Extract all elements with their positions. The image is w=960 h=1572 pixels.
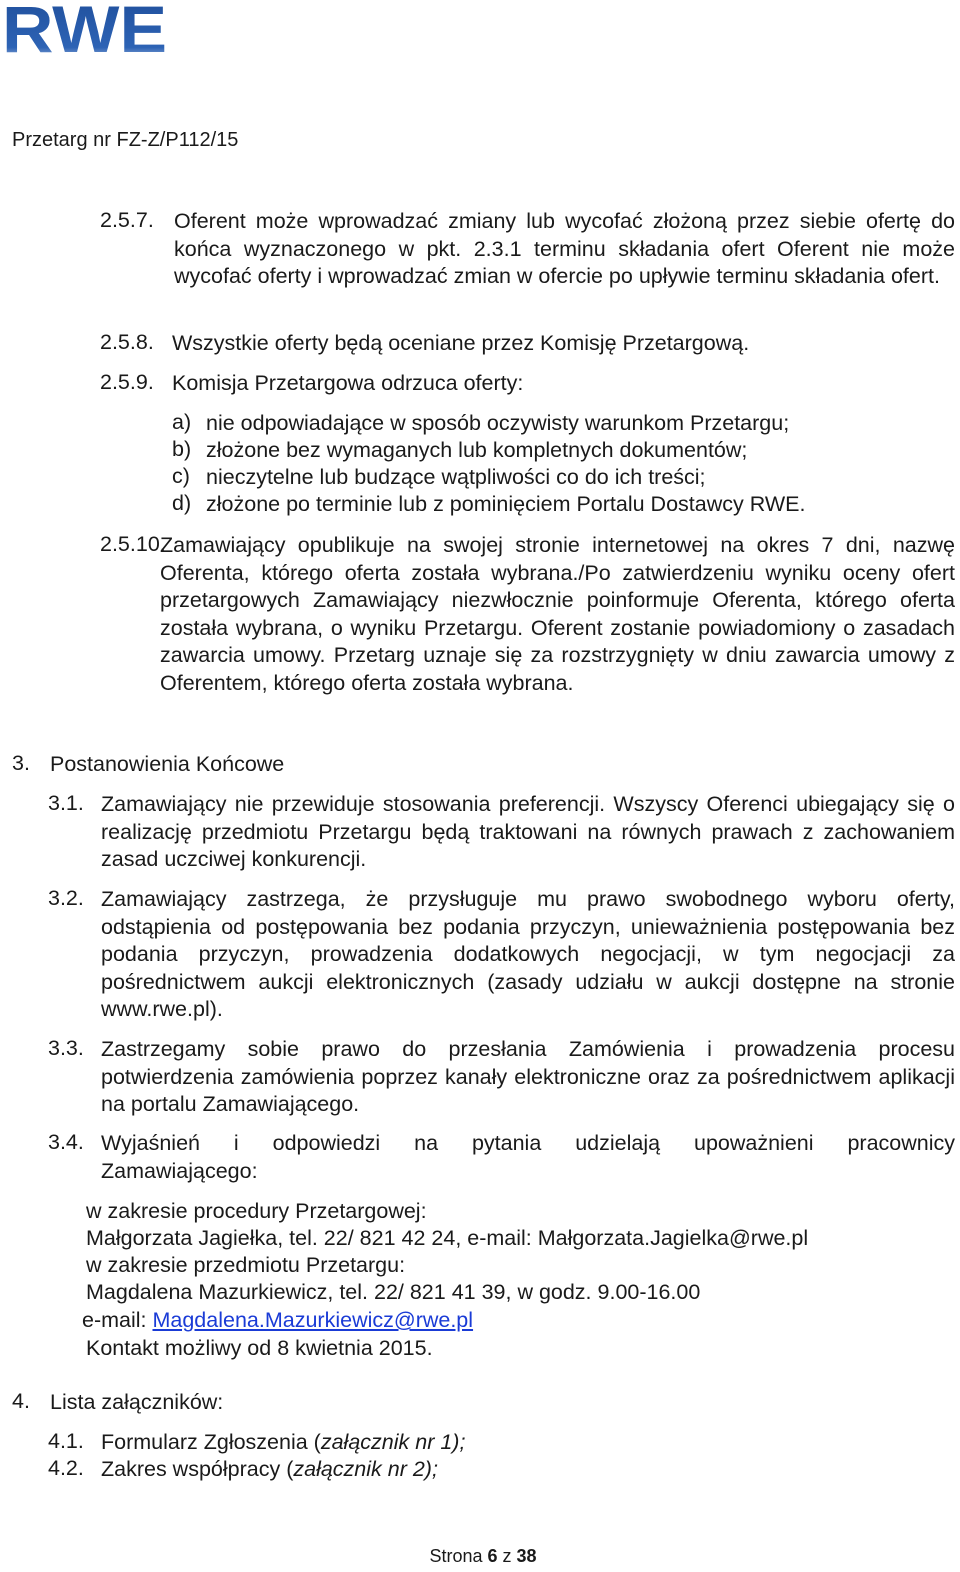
contact-procedure-label: w zakresie procedury Przetargowej: bbox=[86, 1199, 427, 1223]
section-number: 3.4. bbox=[48, 1130, 84, 1154]
section-2-5-8 bbox=[100, 330, 955, 358]
section-number: 2.5.8. bbox=[100, 330, 154, 354]
list-text: złożone bez wymaganych lub kompletnych dokumentów; bbox=[206, 438, 748, 462]
contact-subject-person: Magdalena Mazurkiewicz, tel. 22/ 821 41 39, w godz. 9.00-16.00 bbox=[86, 1280, 701, 1304]
section-4-heading bbox=[12, 1389, 223, 1417]
attachment-title: Zakres współpracy ( bbox=[101, 1457, 294, 1481]
section-text: Zamawiający opublikuje na swojej stronie internetowej na okres 7 dni, nazwę Oferenta, którego oferta została wybrana./Po zatwierdzeniu wyniku oceny ofert przetargowych Zamawiający niezwłocznie poinformuje Oferenta, którego oferta została wybrana, o wyniku Przetargu. Oferent zostanie powiadomiony o zasadach zawarcia umowy. Przetarg uznaje się za rozstrzygnięty w dniu zawarcia umowy z Oferentem, którego oferta została wybrana. bbox=[160, 533, 955, 695]
contact-procedure-person: Małgorzata Jagiełka, tel. 22/ 821 42 24, e-mail: Małgorzata.Jagielka@rwe.pl bbox=[86, 1226, 809, 1250]
attachment-title: Formularz Zgłoszenia ( bbox=[101, 1430, 321, 1454]
attachment-item bbox=[48, 1456, 438, 1484]
list-item bbox=[172, 410, 789, 438]
section-number: 2.5.7. bbox=[100, 208, 154, 232]
contact-subject-label: w zakresie przedmiotu Przetargu: bbox=[86, 1253, 406, 1277]
section-3-4 bbox=[48, 1130, 955, 1185]
email-link[interactable]: Magdalena.Mazurkiewicz@rwe.pl bbox=[152, 1308, 474, 1332]
footer-sep: z bbox=[497, 1546, 517, 1566]
list-mark: c) bbox=[172, 464, 190, 488]
section-3-3 bbox=[48, 1036, 955, 1119]
attachment-text bbox=[101, 1429, 465, 1457]
contact-email-line bbox=[82, 1307, 473, 1335]
section-number: 4. bbox=[12, 1389, 30, 1413]
section-number: 3.2. bbox=[48, 886, 84, 910]
section-2-5-10 bbox=[100, 532, 955, 697]
section-number: 2.5.10. bbox=[100, 532, 166, 556]
svg-text:RWE: RWE bbox=[2, 2, 167, 64]
section-text: Komisja Przetargowa odrzuca oferty: bbox=[172, 371, 524, 395]
section-text: Wszystkie oferty będą oceniane przez Komisję Przetargową. bbox=[172, 331, 750, 355]
email-label: e-mail: bbox=[82, 1308, 153, 1332]
tender-number: Przetarg nr FZ-Z/P112/15 bbox=[12, 129, 239, 151]
section-title: Lista załączników: bbox=[50, 1390, 224, 1414]
section-3-heading bbox=[12, 751, 284, 779]
section-number: 3. bbox=[12, 751, 30, 775]
list-text: nie odpowiadające w sposób oczywisty warunkom Przetargu; bbox=[206, 411, 790, 435]
attachment-ref: załącznik nr 1); bbox=[320, 1430, 466, 1454]
section-2-5-7 bbox=[100, 208, 955, 291]
attachment-ref: załącznik nr 2); bbox=[293, 1457, 438, 1481]
total-pages: 38 bbox=[516, 1546, 537, 1566]
section-2-5-9 bbox=[100, 370, 955, 398]
rwe-logo bbox=[2, 2, 172, 64]
footer-prefix: Strona bbox=[429, 1546, 488, 1566]
section-number: 3.3. bbox=[48, 1036, 84, 1060]
list-mark: a) bbox=[172, 410, 192, 434]
attachment-number: 4.1. bbox=[48, 1429, 84, 1453]
contact-availability: Kontakt możliwy od 8 kwietnia 2015. bbox=[86, 1336, 433, 1360]
attachment-item bbox=[48, 1429, 465, 1457]
list-item bbox=[172, 437, 747, 465]
list-mark: b) bbox=[172, 437, 192, 461]
list-item bbox=[172, 491, 805, 519]
section-title: Postanowienia Końcowe bbox=[50, 752, 285, 776]
section-text: Oferent może wprowadzać zmiany lub wycofać złożoną przez siebie ofertę do końca wyznaczonego w pkt. 2.3.1 terminu składania ofert Oferent nie może wycofać oferty i wprowadzać zmian w ofercie po upływie terminu składania ofert. bbox=[174, 209, 955, 288]
attachment-text bbox=[101, 1456, 438, 1484]
list-item bbox=[172, 464, 706, 492]
section-text: Wyjaśnień i odpowiedzi na pytania udzielają upoważnieni pracownicy Zamawiającego: bbox=[101, 1131, 955, 1183]
section-text: Zastrzegamy sobie prawo do przesłania Zamówienia i prowadzenia procesu potwierdzenia zamówienia poprzez kanały elektroniczne oraz za pośrednictwem aplikacji na portalu Zamawiającego. bbox=[101, 1037, 955, 1116]
section-number: 2.5.9. bbox=[100, 370, 154, 394]
list-mark: d) bbox=[172, 491, 192, 515]
page-footer bbox=[0, 1546, 960, 1567]
list-text: złożone po terminie lub z pominięciem Portalu Dostawcy RWE. bbox=[206, 492, 806, 516]
list-text: nieczytelne lub budzące wątpliwości co do ich treści; bbox=[206, 465, 706, 489]
section-text: Zamawiający zastrzega, że przysługuje mu prawo swobodnego wyboru oferty, odstąpienia od postępowania bez podania przyczyn, unieważnienia postępowania bez podania przyczyn, prowadzenia dodatkowych negocjacji, w tym negocjacji za pośrednictwem aukcji elektronicznych (zasady udziału w aukcji dostępne na stronie www.rwe.pl). bbox=[101, 887, 955, 1021]
section-3-2 bbox=[48, 886, 955, 1024]
section-text: Zamawiający nie przewiduje stosowania preferencji. Wszyscy Oferenci ubiegający się o realizację przedmiotu Przetargu będą traktowani na równych prawach z zachowaniem zasad uczciwej konkurencji. bbox=[101, 792, 955, 871]
current-page: 6 bbox=[487, 1546, 498, 1566]
section-number: 3.1. bbox=[48, 791, 84, 815]
section-3-1 bbox=[48, 791, 955, 874]
attachment-number: 4.2. bbox=[48, 1456, 84, 1480]
